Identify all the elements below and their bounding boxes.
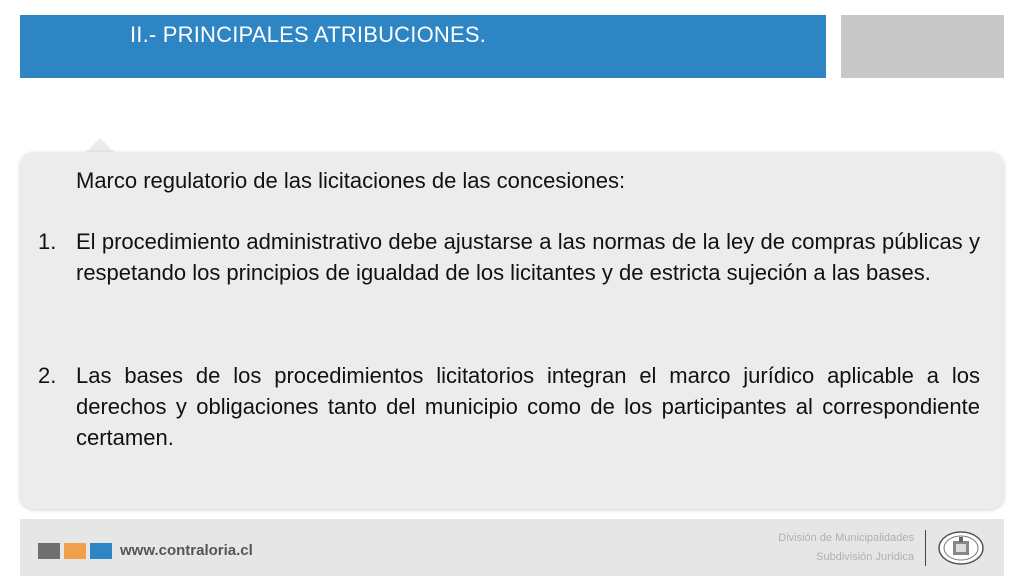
list-item-number: 2. bbox=[38, 363, 57, 388]
blue-square-icon bbox=[90, 543, 112, 559]
content-panel bbox=[20, 152, 1004, 509]
gray-square-icon bbox=[38, 543, 60, 559]
page-title: II.- PRINCIPALES ATRIBUCIONES. bbox=[130, 22, 487, 47]
header-gray-block bbox=[841, 15, 1004, 78]
list-item-text: Las bases de los procedimientos licitatorios integran el marco jurídico aplicable a los derechos y obligaciones tanto del municipio como de los participantes al correspondiente certamen. bbox=[76, 363, 980, 450]
orange-square-icon bbox=[64, 543, 86, 559]
subdivision-label: Subdivisión Jurídica bbox=[816, 551, 914, 563]
contraloria-seal-icon bbox=[937, 530, 985, 566]
division-label: División de Municipalidades bbox=[778, 532, 914, 544]
website-link[interactable]: www.contraloria.cl bbox=[120, 542, 253, 559]
list-item bbox=[38, 226, 980, 288]
content-notch bbox=[86, 138, 114, 152]
footer-divider bbox=[925, 530, 926, 566]
intro-text: Marco regulatorio de las licitaciones de las concesiones: bbox=[76, 168, 626, 193]
list-item-text: El procedimiento administrativo debe ajustarse a las normas de la ley de compras públicas y respetando los principios de igualdad de los licitantes y de estricta sujeción a las bases. bbox=[76, 229, 980, 285]
list-item-number: 1. bbox=[38, 229, 57, 254]
list-item bbox=[38, 360, 980, 453]
